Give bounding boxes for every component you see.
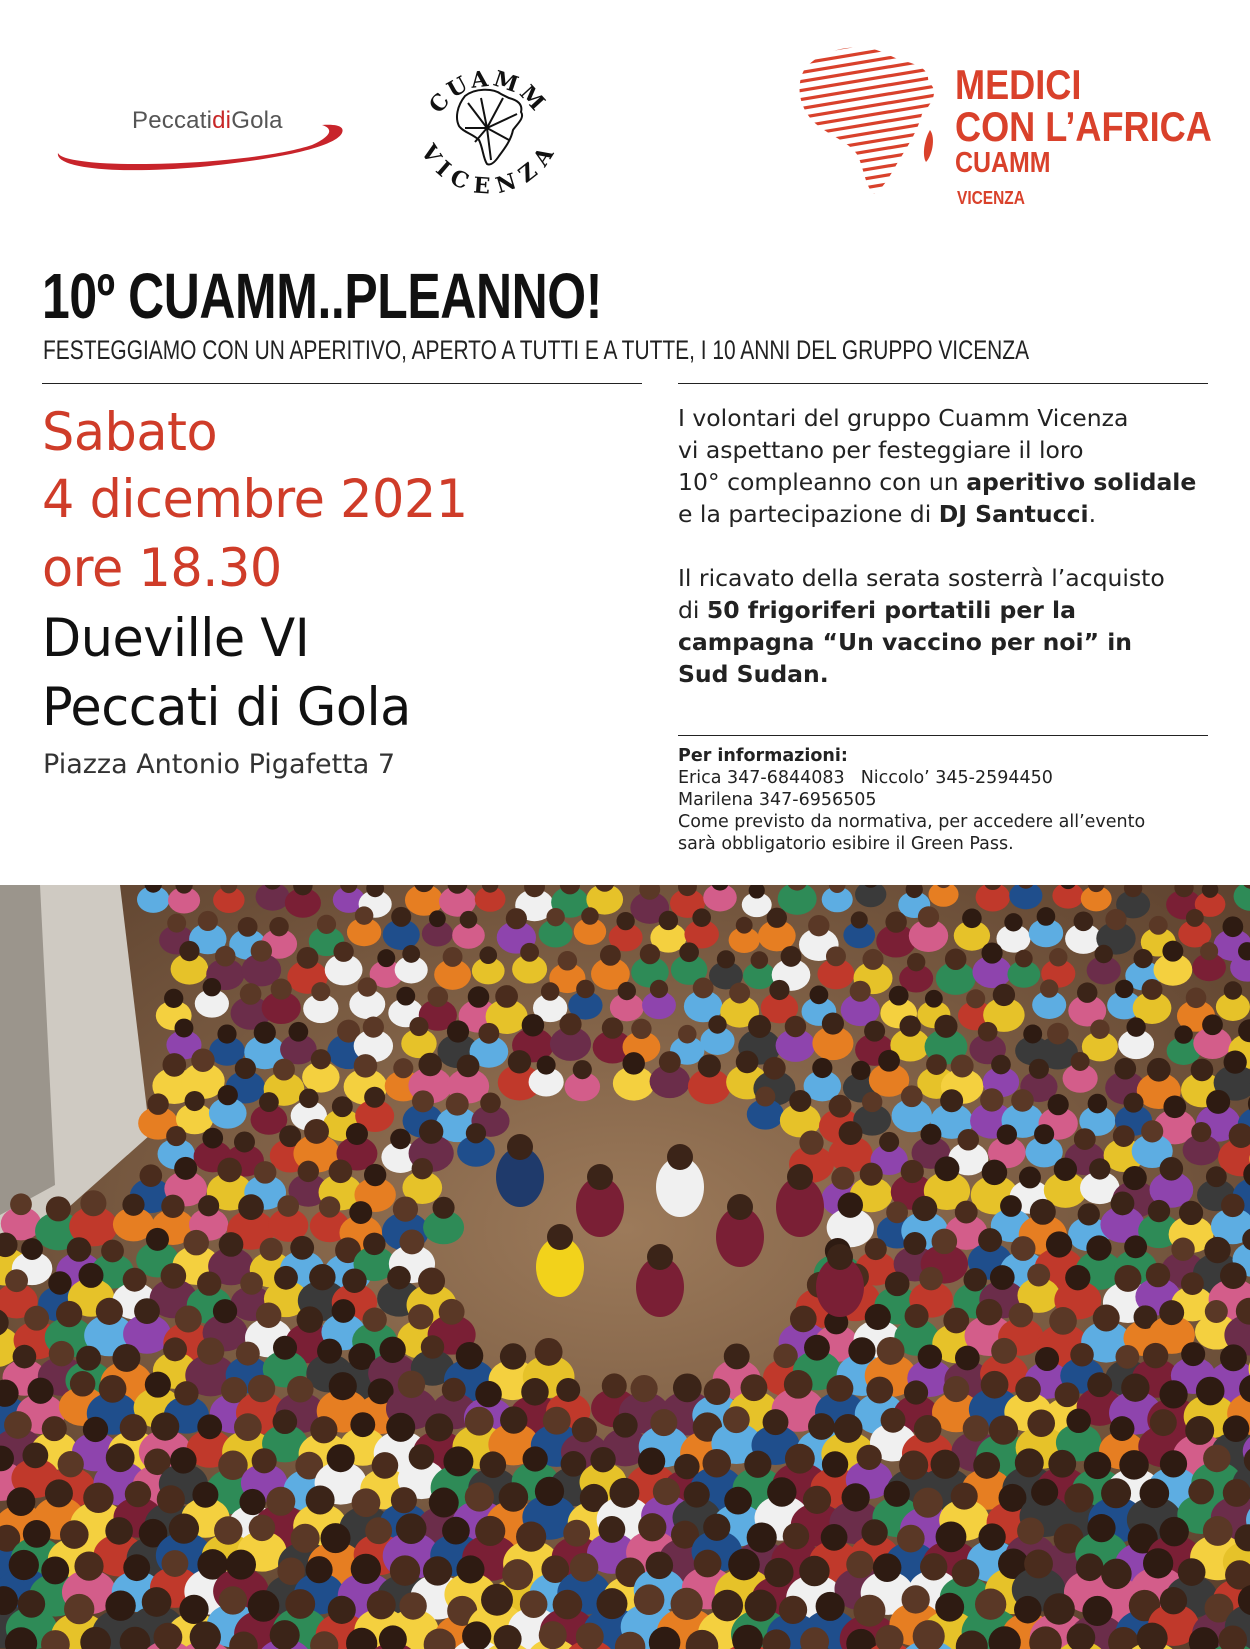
medici-logo-line1: MEDICI (955, 61, 1082, 108)
event-address: Piazza Antonio Pigafetta 7 (43, 749, 396, 780)
event-date: 4 dicembre 2021 (42, 469, 468, 530)
intro-highlight-aperitivo: aperitivo solidale (966, 468, 1197, 496)
intro-line: vi aspettano per festeggiare il loro (678, 436, 1084, 464)
medici-logo-line3: CUAMM (955, 147, 1051, 179)
intro-text: 10° compleanno con un (678, 468, 967, 496)
contact-marilena: Marilena 347-6956505 (678, 790, 877, 810)
info-block (678, 745, 1218, 855)
cuamm-vicenza-logo (413, 48, 563, 203)
purpose-line: Il ricavato della serata sosterrà l’acquisto (678, 564, 1165, 592)
divider-left (42, 383, 642, 384)
event-time: ore 18.30 (42, 538, 282, 599)
event-day: Sabato (42, 402, 218, 463)
green-pass-note: Come previsto da normativa, per accedere all’evento (678, 812, 1146, 832)
contact-erica: Erica 347-6844083 (678, 768, 845, 788)
peccati-logo-text-main: Peccati (132, 107, 213, 134)
purpose-text: di (678, 596, 707, 624)
intro-line: I volontari del gruppo Cuamm Vicenza (678, 404, 1129, 432)
purpose-highlight: 50 frigoriferi portatili per la (706, 596, 1076, 624)
divider-right (678, 383, 1208, 384)
cuamm-logo-top-text: CUAMM (423, 65, 552, 119)
medici-con-lafrica-logo (790, 38, 1220, 213)
intro-text: . (1088, 500, 1097, 528)
intro-text: e la partecipazione di (678, 500, 939, 528)
peccati-logo-text-di: di (212, 107, 232, 134)
intro-highlight-dj: DJ Santucci (938, 500, 1089, 528)
peccati-logo-text-end: Gola (231, 107, 283, 134)
africa-outline-icon (457, 90, 522, 165)
purpose-line: campagna “Un vaccino per noi” in (678, 628, 1133, 656)
page-title: 10º CUAMM..PLEANNO! (42, 260, 602, 332)
contact-niccolo: Niccolo’ 345-2594450 (860, 768, 1053, 788)
green-pass-note: sarà obbligatorio esibire il Green Pass. (678, 834, 1014, 854)
svg-text:VICENZA (415, 139, 561, 200)
purpose-line: Sud Sudan. (678, 660, 829, 688)
info-heading: Per informazioni: (678, 746, 848, 766)
intro-paragraph (678, 402, 1218, 530)
crowd-photo (0, 885, 1250, 1649)
event-venue: Peccati di Gola (42, 677, 411, 738)
cuamm-logo-bottom-text: VICENZA (415, 139, 561, 200)
africa-stripes-icon (790, 38, 950, 213)
medici-logo-line2: CON L’AFRICA (955, 103, 1212, 150)
event-town: Dueville VI (42, 608, 310, 669)
crowd-illustration (0, 885, 1250, 1649)
svg-text:CUAMM (424, 66, 552, 119)
medici-logo-line4: VICENZA (957, 188, 1025, 208)
divider-info (678, 735, 1208, 736)
purpose-paragraph (678, 562, 1218, 690)
page-subtitle: FESTEGGIAMO CON UN APERITIVO, APERTO A TUTTI E A TUTTE, I 10 ANNI DEL GRUPPO VICENZA (43, 335, 1030, 365)
peccati-di-gola-logo (50, 95, 350, 180)
